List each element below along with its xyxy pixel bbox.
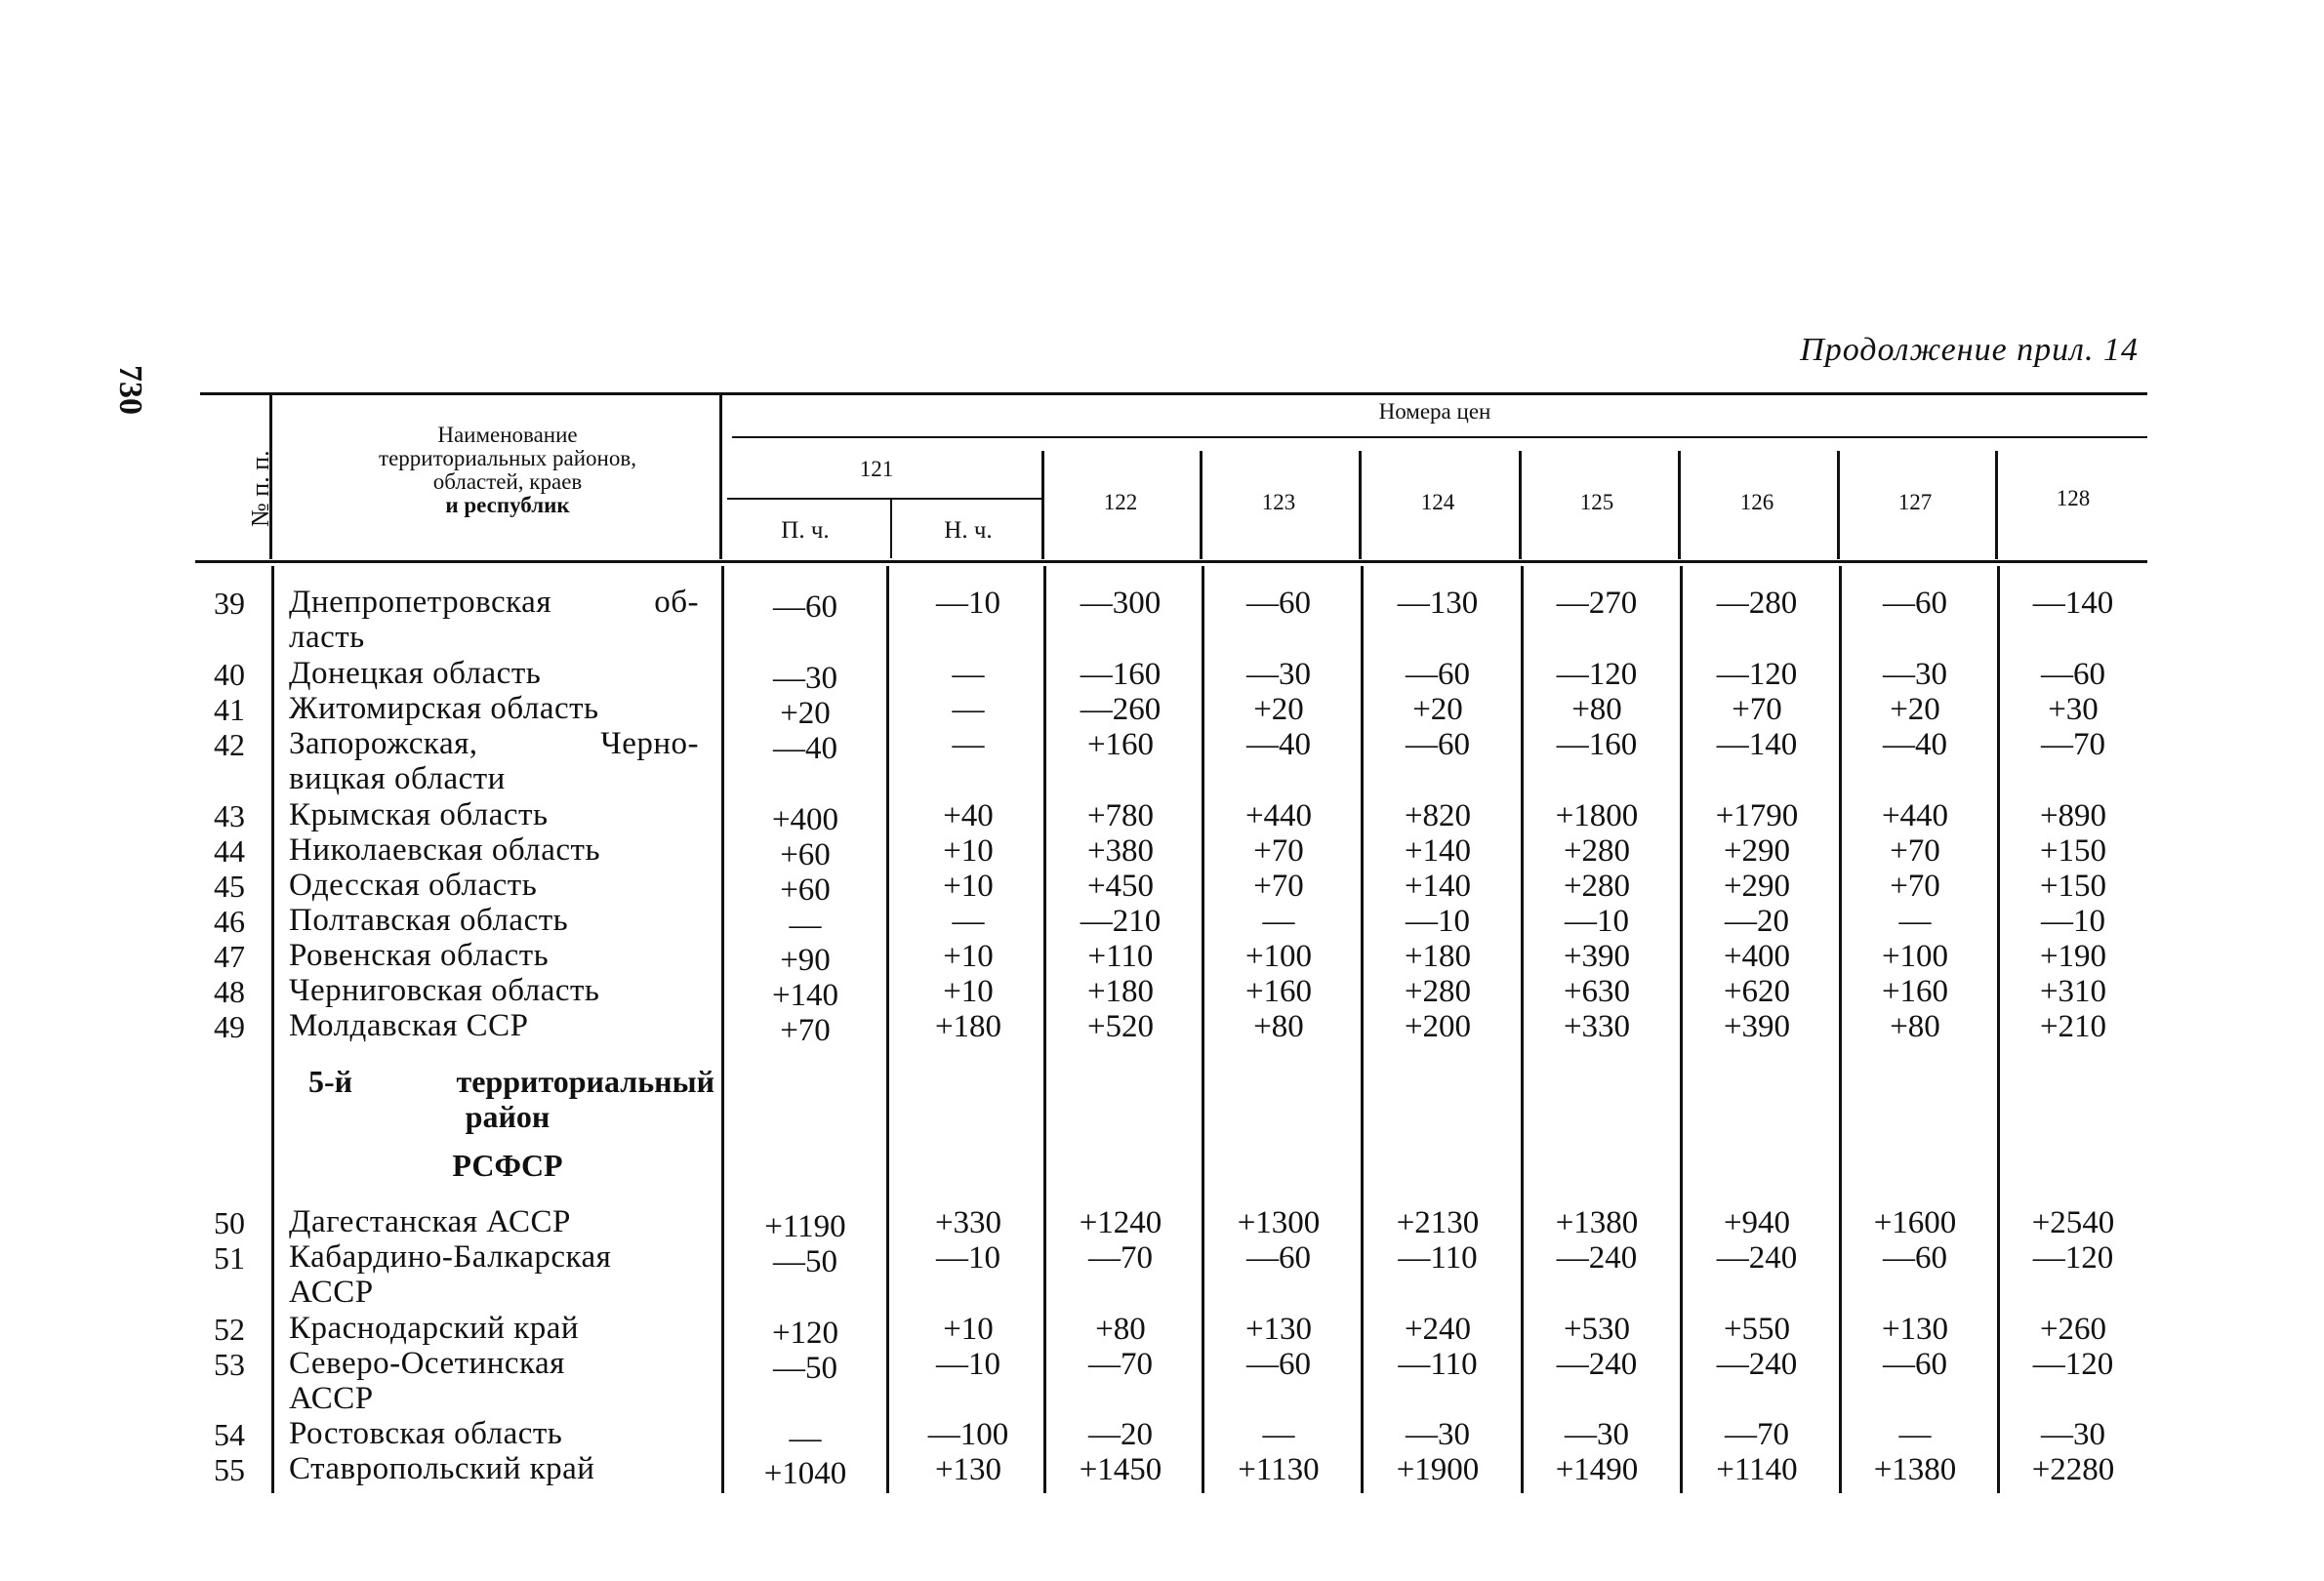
continuation-caption: Продолжение прил. 14 — [1800, 332, 2139, 368]
price-value: +40 — [943, 798, 994, 833]
header-col-125: 125 — [1579, 490, 1614, 514]
header-name-line: территориальных районов, — [379, 446, 636, 470]
price-value: +150 — [2039, 869, 2107, 904]
price-value: —100 — [927, 1417, 1009, 1452]
header-col-124: 124 — [1420, 490, 1455, 514]
price-value: +1800 — [1555, 798, 1639, 833]
header-bottom-rule — [195, 560, 2147, 563]
price-value: —40 — [1883, 727, 1947, 762]
row-number: 54 — [214, 1417, 245, 1452]
price-value: +180 — [934, 1009, 1002, 1044]
col121-subheader-rule — [727, 498, 1041, 500]
price-value: +70 — [780, 1013, 831, 1048]
header-name-line: Наименование — [437, 423, 578, 447]
price-value: +100 — [1881, 939, 1949, 974]
price-value: —60 — [1406, 657, 1470, 692]
price-value: —40 — [1246, 727, 1311, 762]
price-value: —30 — [1565, 1417, 1629, 1452]
price-value: +140 — [1404, 833, 1472, 869]
price-value: —60 — [1246, 1347, 1311, 1382]
price-value: +2540 — [2031, 1205, 2115, 1240]
price-value: +100 — [1244, 939, 1313, 974]
price-value: —60 — [1883, 586, 1947, 621]
price-value: — — [1898, 1417, 1932, 1452]
price-value: +310 — [2039, 974, 2107, 1009]
header-col-126: 126 — [1739, 490, 1774, 514]
price-value: —10 — [936, 1240, 1000, 1276]
price-value: +2130 — [1396, 1205, 1480, 1240]
price-value: —20 — [1088, 1417, 1153, 1452]
body-divider — [886, 566, 889, 1493]
price-value: +10 — [943, 869, 994, 904]
price-value: —300 — [1080, 586, 1162, 621]
price-value: +1130 — [1238, 1452, 1320, 1487]
price-value: +330 — [1563, 1009, 1631, 1044]
header-sub-pch: П. ч. — [781, 517, 830, 544]
region-name: Ставропольский край — [289, 1451, 595, 1486]
price-value: —60 — [1246, 1240, 1311, 1276]
price-value: +890 — [2039, 798, 2107, 833]
price-value: +130 — [934, 1452, 1002, 1487]
price-value: +180 — [1404, 939, 1472, 974]
region-name-continuation: вицкая области — [289, 761, 506, 796]
price-value: —10 — [936, 1347, 1000, 1382]
header-name-line: и республик — [445, 493, 570, 517]
header-col-122: 122 — [1103, 490, 1138, 514]
price-value: +10 — [943, 939, 994, 974]
price-value: +1040 — [763, 1456, 847, 1491]
price-value: +440 — [1881, 798, 1949, 833]
price-value: —120 — [2032, 1347, 2114, 1382]
price-value: —280 — [1716, 586, 1798, 621]
section-heading-line: РСФСР — [452, 1148, 563, 1183]
page-number: 730 — [112, 365, 148, 415]
region-name: Молдавская ССР — [289, 1008, 529, 1043]
region-name: Ровенская область — [289, 938, 550, 973]
price-value: +160 — [1244, 974, 1313, 1009]
section-heading-part: территориальный — [456, 1064, 714, 1099]
price-value: —30 — [1246, 657, 1311, 692]
region-name-continuation: АССР — [289, 1381, 374, 1416]
price-value: —60 — [1883, 1347, 1947, 1382]
price-value: +390 — [1563, 939, 1631, 974]
prices-subheader-rule — [732, 436, 2147, 438]
price-value: +90 — [780, 943, 831, 978]
row-number: 53 — [214, 1347, 245, 1382]
row-number: 43 — [214, 798, 245, 833]
price-value: +330 — [934, 1205, 1002, 1240]
price-value: +1600 — [1873, 1205, 1957, 1240]
price-value: +290 — [1723, 869, 1791, 904]
price-value: +530 — [1563, 1312, 1631, 1347]
price-value: —210 — [1080, 904, 1162, 939]
row-number: 41 — [214, 692, 245, 727]
region-name: Дагестанская АССР — [289, 1204, 571, 1239]
header-number: № п. п. — [246, 450, 274, 527]
price-value: +80 — [1253, 1009, 1304, 1044]
row-number: 55 — [214, 1452, 245, 1487]
region-name: Ростовская область — [289, 1416, 563, 1451]
price-value: +400 — [771, 802, 839, 837]
price-value: +210 — [2039, 1009, 2107, 1044]
price-value: —60 — [1883, 1240, 1947, 1276]
row-number: 46 — [214, 904, 245, 939]
price-value: —70 — [2041, 727, 2105, 762]
row-number: 50 — [214, 1205, 245, 1240]
region-name: Краснодарский край — [289, 1311, 580, 1346]
price-value: —240 — [1556, 1240, 1638, 1276]
price-value: +380 — [1086, 833, 1155, 869]
price-value: —50 — [773, 1351, 837, 1386]
price-value: —30 — [773, 661, 837, 696]
price-value: +940 — [1723, 1205, 1791, 1240]
price-value: +200 — [1404, 1009, 1472, 1044]
price-value: +630 — [1563, 974, 1631, 1009]
price-value: +240 — [1404, 1312, 1472, 1347]
price-value: +70 — [1890, 833, 1940, 869]
price-value: —10 — [2041, 904, 2105, 939]
price-value: +70 — [1253, 833, 1304, 869]
price-value: +280 — [1404, 974, 1472, 1009]
header-col-128: 128 — [2056, 486, 2091, 510]
price-value: +1380 — [1873, 1452, 1957, 1487]
price-value: —240 — [1556, 1347, 1638, 1382]
price-value: +550 — [1723, 1312, 1791, 1347]
region-name-continuation: ласть — [289, 620, 365, 655]
region-name: Житомирская область — [289, 691, 599, 726]
price-value: +280 — [1563, 833, 1631, 869]
price-value: — — [1262, 1417, 1295, 1452]
price-value: —110 — [1398, 1240, 1478, 1276]
price-value: +290 — [1723, 833, 1791, 869]
section-heading — [293, 1064, 722, 1183]
price-value: +1190 — [764, 1209, 846, 1244]
price-value: —70 — [1088, 1347, 1153, 1382]
row-number: 47 — [214, 939, 245, 974]
price-value: —60 — [2041, 657, 2105, 692]
price-value: +1140 — [1716, 1452, 1798, 1487]
price-value: +140 — [771, 978, 839, 1013]
price-value: +2280 — [2031, 1452, 2115, 1487]
price-value: —60 — [1246, 586, 1311, 621]
price-value: +20 — [1412, 692, 1463, 727]
price-value: —40 — [773, 731, 837, 766]
price-value: +160 — [1881, 974, 1949, 1009]
price-value: —10 — [936, 586, 1000, 621]
price-value: —60 — [773, 589, 837, 625]
price-value: +620 — [1723, 974, 1791, 1009]
row-number: 44 — [214, 833, 245, 869]
price-value: —160 — [1080, 657, 1162, 692]
price-value: —10 — [1406, 904, 1470, 939]
header-col-123: 123 — [1261, 490, 1296, 514]
price-value: — — [1898, 904, 1932, 939]
price-value: +1490 — [1555, 1452, 1639, 1487]
region-name: Полтавская область — [289, 903, 569, 938]
region-name: Крымская область — [289, 797, 549, 832]
header-prices: Номера цен — [1378, 399, 1491, 424]
price-value: +390 — [1723, 1009, 1791, 1044]
price-value: +1380 — [1555, 1205, 1639, 1240]
price-value: +20 — [780, 696, 831, 731]
region-name: Донецкая область — [289, 656, 542, 691]
price-value: +20 — [1890, 692, 1940, 727]
header-col-121: 121 — [859, 457, 894, 481]
price-value: +70 — [1732, 692, 1782, 727]
price-value: +10 — [943, 833, 994, 869]
price-value: —30 — [1883, 657, 1947, 692]
price-value: +70 — [1253, 869, 1304, 904]
price-value: —130 — [1397, 586, 1479, 621]
header-col-127: 127 — [1897, 490, 1933, 514]
body-divider — [721, 566, 724, 1493]
price-value: +130 — [1244, 1312, 1313, 1347]
row-number: 49 — [214, 1009, 245, 1044]
price-value: —160 — [1556, 727, 1638, 762]
price-value: —60 — [1406, 727, 1470, 762]
price-value: — — [1262, 904, 1295, 939]
price-value: +1240 — [1079, 1205, 1162, 1240]
header-name-line: областей, краев — [432, 469, 583, 494]
price-value: +150 — [2039, 833, 2107, 869]
region-name: Николаевская область — [289, 832, 601, 868]
price-value: —10 — [1565, 904, 1629, 939]
region-name-continuation: АССР — [289, 1275, 374, 1310]
price-value: —50 — [773, 1244, 837, 1279]
price-value: —270 — [1556, 586, 1638, 621]
price-value: — — [789, 1421, 822, 1456]
price-value: —20 — [1725, 904, 1789, 939]
price-value: +1450 — [1079, 1452, 1162, 1487]
section-heading-part: 5-й — [308, 1064, 353, 1099]
price-value: +110 — [1087, 939, 1154, 974]
price-value: —110 — [1398, 1347, 1478, 1382]
price-value: +180 — [1086, 974, 1155, 1009]
price-value: —240 — [1716, 1347, 1798, 1382]
price-value: +10 — [943, 1312, 994, 1347]
region-name: Кабардино-Балкарская — [289, 1239, 612, 1275]
price-value: — — [952, 692, 985, 727]
price-value: —70 — [1725, 1417, 1789, 1452]
price-value: —30 — [2041, 1417, 2105, 1452]
row-number: 51 — [214, 1240, 245, 1276]
price-value: +1300 — [1237, 1205, 1321, 1240]
price-value: +130 — [1881, 1312, 1949, 1347]
price-value: +60 — [780, 837, 831, 872]
price-value: +400 — [1723, 939, 1791, 974]
price-value: +260 — [2039, 1312, 2107, 1347]
price-value: +80 — [1890, 1009, 1940, 1044]
price-value: —140 — [2032, 586, 2114, 621]
price-value: —120 — [1556, 657, 1638, 692]
price-value: +120 — [771, 1316, 839, 1351]
row-number: 40 — [214, 657, 245, 692]
body-divider — [271, 566, 274, 1493]
price-value: — — [789, 908, 822, 943]
region-name: Одесская область — [289, 868, 538, 903]
region-name: Северо-Осетинская — [289, 1346, 565, 1381]
price-value: +1790 — [1715, 798, 1799, 833]
price-value: —30 — [1406, 1417, 1470, 1452]
section-heading-line: район — [465, 1099, 550, 1134]
price-value: +450 — [1086, 869, 1155, 904]
price-value: +20 — [1253, 692, 1304, 727]
price-value: — — [952, 904, 985, 939]
row-number: 48 — [214, 974, 245, 1009]
price-value: +10 — [943, 974, 994, 1009]
price-value: —120 — [2032, 1240, 2114, 1276]
price-value: +70 — [1890, 869, 1940, 904]
price-value: +820 — [1404, 798, 1472, 833]
row-number: 42 — [214, 727, 245, 762]
price-value: +140 — [1404, 869, 1472, 904]
price-value: +160 — [1086, 727, 1155, 762]
price-value: +80 — [1095, 1312, 1146, 1347]
price-value: +80 — [1571, 692, 1622, 727]
header-sub-nch: Н. ч. — [944, 517, 993, 544]
price-value: —140 — [1716, 727, 1798, 762]
price-value: —260 — [1080, 692, 1162, 727]
row-number: 52 — [214, 1312, 245, 1347]
row-number: 45 — [214, 869, 245, 904]
price-value: +60 — [780, 872, 831, 908]
price-value: +520 — [1086, 1009, 1155, 1044]
row-number: 39 — [214, 586, 245, 621]
price-value: +780 — [1086, 798, 1155, 833]
header-name — [283, 424, 732, 517]
region-name: Черниговская область — [289, 973, 600, 1008]
table-top-rule — [200, 392, 2147, 395]
region-name: Запорожская, Черно- — [289, 726, 699, 761]
price-value: +1900 — [1396, 1452, 1480, 1487]
price-value: +190 — [2039, 939, 2107, 974]
region-name: Днепропетровская об- — [289, 585, 699, 620]
price-value: +30 — [2048, 692, 2099, 727]
price-value: —70 — [1088, 1240, 1153, 1276]
price-value: —120 — [1716, 657, 1798, 692]
price-value: — — [952, 727, 985, 762]
price-value: +440 — [1244, 798, 1313, 833]
price-value: —240 — [1716, 1240, 1798, 1276]
price-value: +280 — [1563, 869, 1631, 904]
price-value: — — [952, 657, 985, 692]
